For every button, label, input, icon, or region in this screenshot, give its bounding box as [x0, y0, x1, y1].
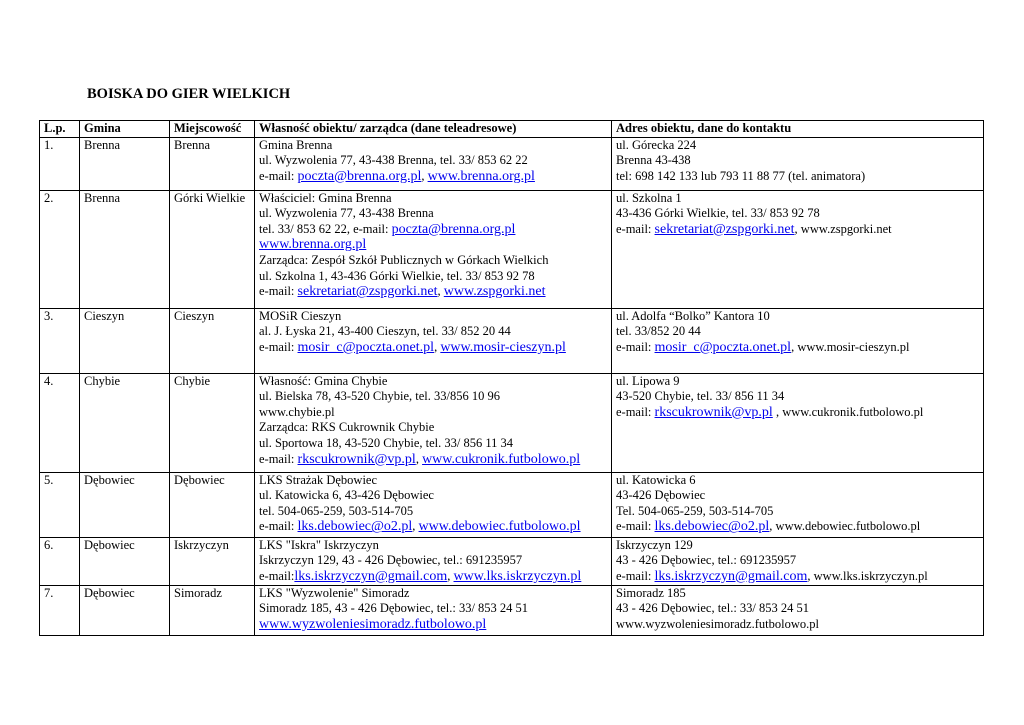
cell-lp: 3.: [40, 308, 80, 373]
owner-line: ul. Wyzwolenia 77, 43-438 Brenna: [259, 206, 434, 221]
address-line: tel: 698 142 133 lub 793 11 88 77 (tel. animatora): [616, 168, 866, 183]
separator: ,: [412, 519, 419, 534]
cell-gmina: Cieszyn: [80, 308, 170, 373]
website-link[interactable]: www.brenna.org.pl: [259, 237, 367, 253]
email-prefix: e-mail:: [616, 568, 655, 583]
website-text: , www.zspgorki.net: [794, 221, 892, 236]
website-link[interactable]: www.lks.iskrzyczyn.pl: [453, 568, 582, 584]
address-line: 43 - 426 Dębowiec, tel.: 33/ 853 24 51: [616, 601, 810, 616]
address-line: Simoradz 185: [616, 585, 686, 600]
website-text: , www.mosir-cieszyn.pl: [791, 339, 910, 354]
header-adres: Adres obiektu, dane do kontaktu: [612, 121, 984, 138]
owner-line: LKS Strażak Dębowiec: [259, 472, 378, 487]
table-row: [40, 308, 984, 373]
address-line: tel. 33/852 20 44: [616, 324, 701, 339]
separator: ,: [415, 451, 423, 466]
owner-contact-line: [259, 452, 607, 468]
address-line: ul. Lipowa 9: [616, 373, 680, 388]
address-line: www.wyzwoleniesimoradz.futbolowo.pl: [616, 616, 819, 631]
owner-line: Własność: Gmina Chybie: [259, 373, 388, 388]
website-text: , www.cukronik.futbolowo.pl: [772, 404, 924, 419]
website-link[interactable]: www.debowiec.futbolowo.pl: [418, 519, 581, 535]
address-line: 43-426 Dębowiec: [616, 488, 706, 503]
cell-owner: [255, 537, 612, 585]
email-link[interactable]: sekretariat@zspgorki.net: [297, 284, 438, 300]
address-line: 43 - 426 Dębowiec, tel.: 691235957: [616, 553, 797, 568]
email-link[interactable]: poczta@brenna.org.pl: [297, 168, 422, 184]
cell-address: [612, 308, 984, 373]
owner-line: tel. 504-065-259, 503-514-705: [259, 503, 414, 518]
owner-line: Zarządca: Zespół Szkół Publicznych w Górkach Wielkich: [259, 252, 549, 267]
address-line: ul. Katowicka 6: [616, 472, 696, 487]
cell-address: [612, 585, 984, 635]
cell-lp: 1.: [40, 137, 80, 190]
cell-owner: [255, 373, 612, 472]
address-contact-line: [616, 569, 979, 585]
cell-miejscowosc: Cieszyn: [170, 308, 255, 373]
email-prefix: e-mail:: [259, 284, 298, 299]
email-prefix: e-mail:: [616, 221, 655, 236]
email-link[interactable]: lks.iskrzyczyn@gmail.com: [294, 568, 448, 584]
cell-miejscowosc: Dębowiec: [170, 472, 255, 537]
email-link[interactable]: mosir_c@poczta.onet.pl: [297, 339, 435, 355]
owner-line: Właściciel: Gmina Brenna: [259, 190, 392, 205]
email-link[interactable]: mosir_c@poczta.onet.pl: [654, 339, 792, 355]
owner-contact-line: [259, 284, 607, 300]
website-link[interactable]: www.zspgorki.net: [443, 284, 546, 300]
website-link[interactable]: www.wyzwoleniesimoradz.futbolowo.pl: [259, 616, 487, 632]
cell-lp: 7.: [40, 585, 80, 635]
page-title: BOISKA DO GIER WIELKICH: [87, 86, 291, 102]
cell-owner: [255, 190, 612, 308]
header-lp: L.p.: [40, 121, 80, 138]
address-line: 43-520 Chybie, tel. 33/ 856 11 34: [616, 389, 785, 404]
website-link[interactable]: www.mosir-cieszyn.pl: [440, 339, 566, 355]
cell-miejscowosc: Iskrzyczyn: [170, 537, 255, 585]
cell-gmina: Chybie: [80, 373, 170, 472]
header-gmina: Gmina: [80, 121, 170, 138]
email-prefix: e-mail:: [616, 519, 655, 534]
owner-line: al. J. Łyska 21, 43-400 Cieszyn, tel. 33/ 852 20 44: [259, 324, 511, 339]
email-prefix: e-mail:: [616, 404, 655, 419]
owner-line: ul. Katowicka 6, 43-426 Dębowiec: [259, 488, 434, 503]
website-text: , www.lks.iskrzyczyn.pl: [807, 568, 928, 583]
table-row: [40, 472, 984, 537]
address-contact-line: [616, 222, 979, 238]
table-row: [40, 190, 984, 308]
owner-line: LKS "Iskra" Iskrzyczyn: [259, 537, 379, 552]
address-line: ul. Szkolna 1: [616, 190, 682, 205]
cell-address: [612, 137, 984, 190]
owner-line: ul. Bielska 78, 43-520 Chybie, tel. 33/856 10 96: [259, 389, 500, 404]
cell-lp: 2.: [40, 190, 80, 308]
cell-address: [612, 537, 984, 585]
website-text: , www.debowiec.futbolowo.pl: [769, 519, 921, 534]
owner-contact-line: [259, 222, 607, 238]
owner-contact-line: [259, 569, 607, 585]
cell-lp: 4.: [40, 373, 80, 472]
cell-gmina: Brenna: [80, 137, 170, 190]
owner-website-line: [259, 617, 607, 633]
cell-owner: [255, 308, 612, 373]
email-link[interactable]: rkscukrownik@vp.pl: [654, 404, 773, 420]
email-prefix: tel. 33/ 853 62 22, e-mail:: [259, 221, 392, 236]
separator: ,: [437, 284, 444, 299]
website-link[interactable]: www.brenna.org.pl: [427, 168, 535, 184]
address-line: Brenna 43-438: [616, 153, 691, 168]
cell-owner: [255, 472, 612, 537]
email-prefix: e-mail:: [259, 168, 298, 183]
email-link[interactable]: rkscukrownik@vp.pl: [297, 451, 416, 467]
email-prefix: e-mail:: [259, 339, 298, 354]
table-row: [40, 137, 984, 190]
separator: ,: [434, 339, 441, 354]
cell-address: [612, 190, 984, 308]
email-link[interactable]: sekretariat@zspgorki.net: [654, 221, 795, 237]
email-link[interactable]: lks.iskrzyczyn@gmail.com: [654, 568, 808, 584]
cell-lp: 6.: [40, 537, 80, 585]
sports-fields-table: [39, 120, 984, 636]
cell-owner: [255, 137, 612, 190]
table-row: [40, 373, 984, 472]
address-line: ul. Adolfa “Bolko” Kantora 10: [616, 308, 770, 323]
owner-line: Gmina Brenna: [259, 137, 333, 152]
owner-line: ul. Wyzwolenia 77, 43-438 Brenna, tel. 33/ 853 62 22: [259, 153, 528, 168]
header-miejscowosc: Miejscowość: [170, 121, 255, 138]
address-line: 43-436 Górki Wielkie, tel. 33/ 853 92 78: [616, 206, 820, 221]
email-prefix: e-mail:: [616, 339, 655, 354]
owner-contact-line: [259, 519, 607, 535]
table-row: [40, 537, 984, 585]
owner-line: ul. Szkolna 1, 43-436 Górki Wielkie, tel. 33/ 853 92 78: [259, 268, 535, 283]
cell-owner: [255, 585, 612, 635]
cell-miejscowosc: Simoradz: [170, 585, 255, 635]
separator: ,: [447, 568, 454, 583]
owner-line: Zarządca: RKS Cukrownik Chybie: [259, 420, 435, 435]
cell-gmina: Dębowiec: [80, 472, 170, 537]
email-link[interactable]: lks.debowiec@o2.pl: [654, 519, 770, 535]
email-prefix: e-mail:: [259, 519, 298, 534]
owner-contact-line: [259, 169, 607, 185]
owner-line: LKS "Wyzwolenie" Simoradz: [259, 585, 410, 600]
cell-gmina: Dębowiec: [80, 585, 170, 635]
address-line: Iskrzyczyn 129: [616, 537, 693, 552]
email-link[interactable]: lks.debowiec@o2.pl: [297, 519, 413, 535]
cell-address: [612, 373, 984, 472]
address-line: ul. Górecka 224: [616, 137, 697, 152]
address-line: Tel. 504-065-259, 503-514-705: [616, 503, 774, 518]
email-prefix: e-mail:: [259, 451, 298, 466]
address-contact-line: [616, 405, 979, 421]
cell-miejscowosc: Górki Wielkie: [170, 190, 255, 308]
header-wlasnosc: Własność obiektu/ zarządca (dane teleadresowe): [255, 121, 612, 138]
owner-line: www.chybie.pl: [259, 404, 335, 419]
cell-gmina: Brenna: [80, 190, 170, 308]
email-link[interactable]: poczta@brenna.org.pl: [391, 221, 516, 237]
owner-line: Simoradz 185, 43 - 426 Dębowiec, tel.: 33/ 853 24 51: [259, 601, 529, 616]
separator: ,: [421, 168, 428, 183]
table-header-row: [40, 121, 984, 138]
owner-line: Iskrzyczyn 129, 43 - 426 Dębowiec, tel.: 691235957: [259, 553, 523, 568]
cell-miejscowosc: Brenna: [170, 137, 255, 190]
owner-website-line: [259, 237, 607, 253]
cell-gmina: Dębowiec: [80, 537, 170, 585]
owner-contact-line: [259, 340, 607, 356]
cell-lp: 5.: [40, 472, 80, 537]
address-contact-line: [616, 340, 979, 356]
cell-address: [612, 472, 984, 537]
table-row: [40, 585, 984, 635]
email-prefix: e-mail:: [259, 568, 295, 583]
cell-miejscowosc: Chybie: [170, 373, 255, 472]
owner-line: ul. Sportowa 18, 43-520 Chybie, tel. 33/ 856 11 34: [259, 435, 514, 450]
owner-line: MOSiR Cieszyn: [259, 308, 342, 323]
website-link[interactable]: www.cukronik.futbolowo.pl: [422, 451, 581, 467]
address-contact-line: [616, 519, 979, 535]
